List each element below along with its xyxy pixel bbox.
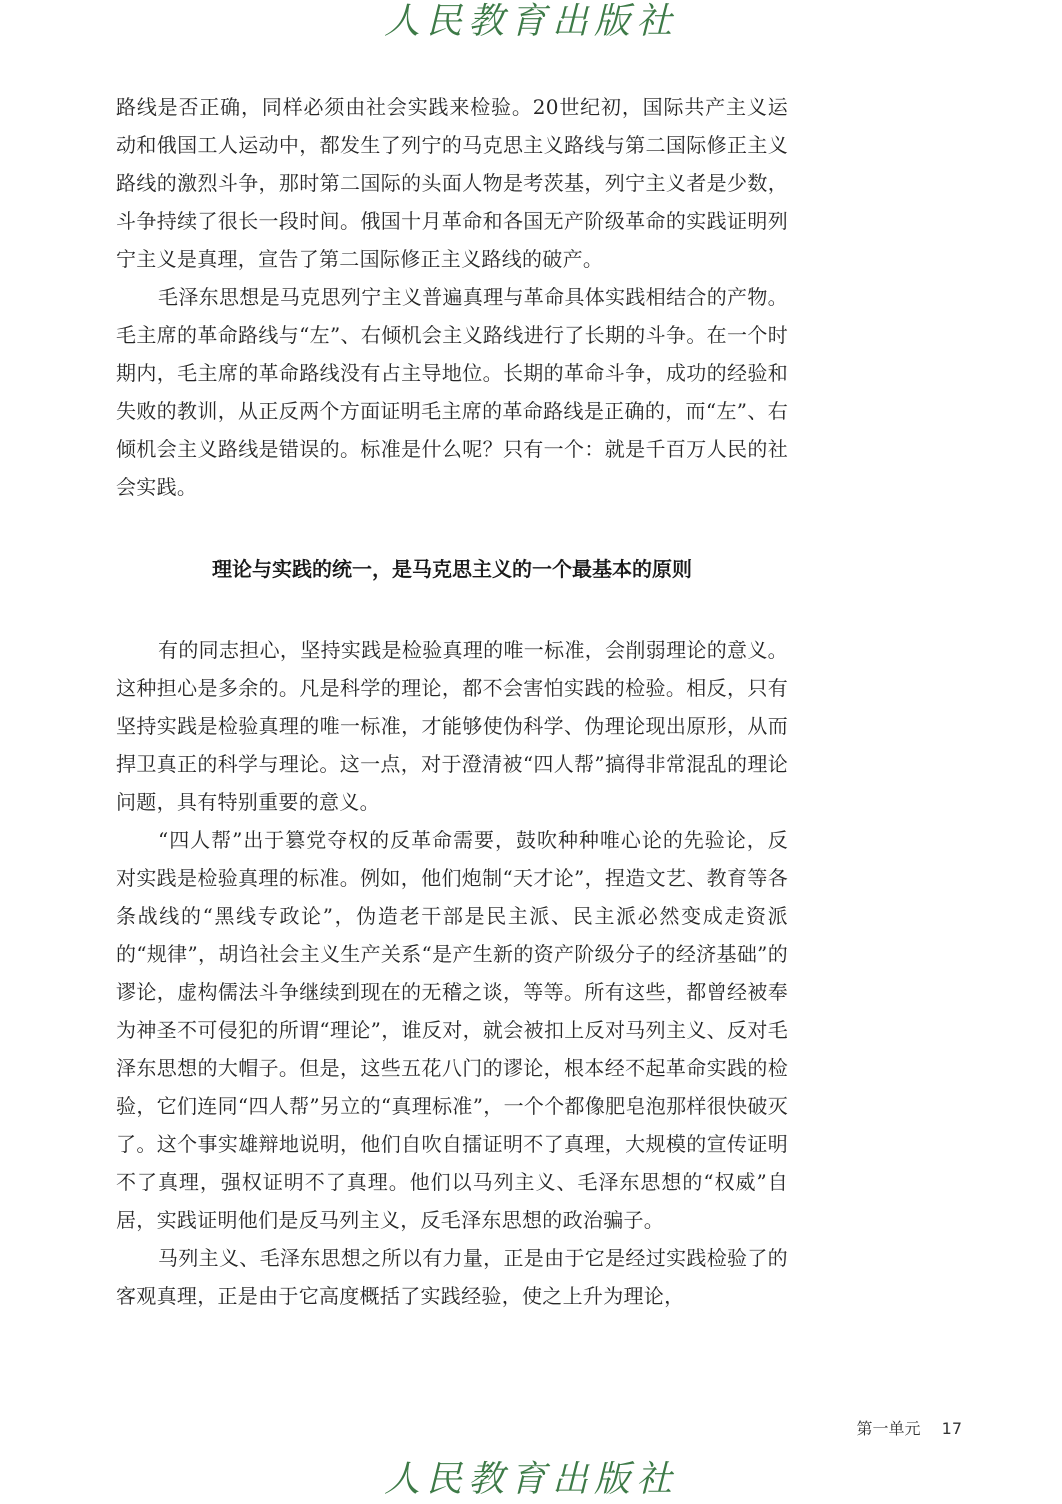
paragraph: 毛泽东思想是马克思列宁主义普遍真理与革命具体实践相结合的产物。毛主席的革命路线与“左”、右倾机会主义路线进行了长期的斗争。在一个时期内，毛主席的革命路线没有占主导地位。长期的革命斗争，成功的经验和失败的教训，从正反两个方面证明毛主席的革命路线是正确的，而“左”、右倾机会主义路线是错误的。标准是什么呢？只有一个：就是千百万人民的社会实践。 (116, 285, 788, 499)
paragraph: 马列主义、毛泽东思想之所以有力量，正是由于它是经过实践检验了的客观真理，正是由于它高度概括了实践经验，使之上升为理论， (116, 1246, 788, 1308)
paragraph: 有的同志担心，坚持实践是检验真理的唯一标准，会削弱理论的意义。这种担心是多余的。凡是科学的理论，都不会害怕实践的检验。相反，只有坚持实践是检验真理的唯一标准，才能够使伪科学、伪理论现出原形，从而捍卫真正的科学与理论。这一点，对于澄清被“四人帮”搞得非常混乱的理论问题，具有特别重要的意义。 (116, 638, 788, 814)
publisher-logo-top: 人民教育出版社 (383, 1, 678, 42)
publisher-logo-bottom: 人民教育出版社 (383, 1459, 678, 1500)
page-body (116, 88, 788, 1315)
page-number: 17 (941, 1419, 962, 1438)
paragraph: “四人帮”出于篡党夺权的反革命需要，鼓吹种种唯心论的先验论，反对实践是检验真理的标准。例如，他们炮制“天才论”，捏造文艺、教育等各条战线的“黑线专政论”，伪造老干部是民主派、民主派必然变成走资派的“规律”，胡诌社会主义生产关系“是产生新的资产阶级分子的经济基础”的谬论，虚构儒法斗争继续到现在的无稽之谈，等等。所有这些，都曾经被奉为神圣不可侵犯的所谓“理论”，谁反对，就会被扣上反对马列主义、反对毛泽东思想的大帽子。但是，这些五花八门的谬论，根本经不起革命实践的检验，它们连同“四人帮”另立的“真理标准”，一个个都像肥皂泡那样很快破灭了。这个事实雄辩地说明，他们自吹自擂证明不了真理，大规模的宣传证明不了真理，强权证明不了真理。他们以马列主义、毛泽东思想的“权威”自居，实践证明他们是反马列主义，反毛泽东思想的政治骗子。 (116, 828, 788, 1232)
section-heading: 理论与实践的统一，是马克思主义的一个最基本的原则 (212, 557, 692, 581)
unit-label: 第一单元 (856, 1419, 921, 1438)
paragraph-continuation: 路线是否正确，同样必须由社会实践来检验。20世纪初，国际共产主义运动和俄国工人运动中，都发生了列宁的马克思主义路线与第二国际修正主义路线的激烈斗争，那时第二国际的头面人物是考茨基，列宁主义者是少数，斗争持续了很长一段时间。俄国十月革命和各国无产阶级革命的实践证明列宁主义是真理，宣告了第二国际修正主义路线的破产。 (116, 95, 788, 271)
page-footer (857, 1416, 962, 1439)
